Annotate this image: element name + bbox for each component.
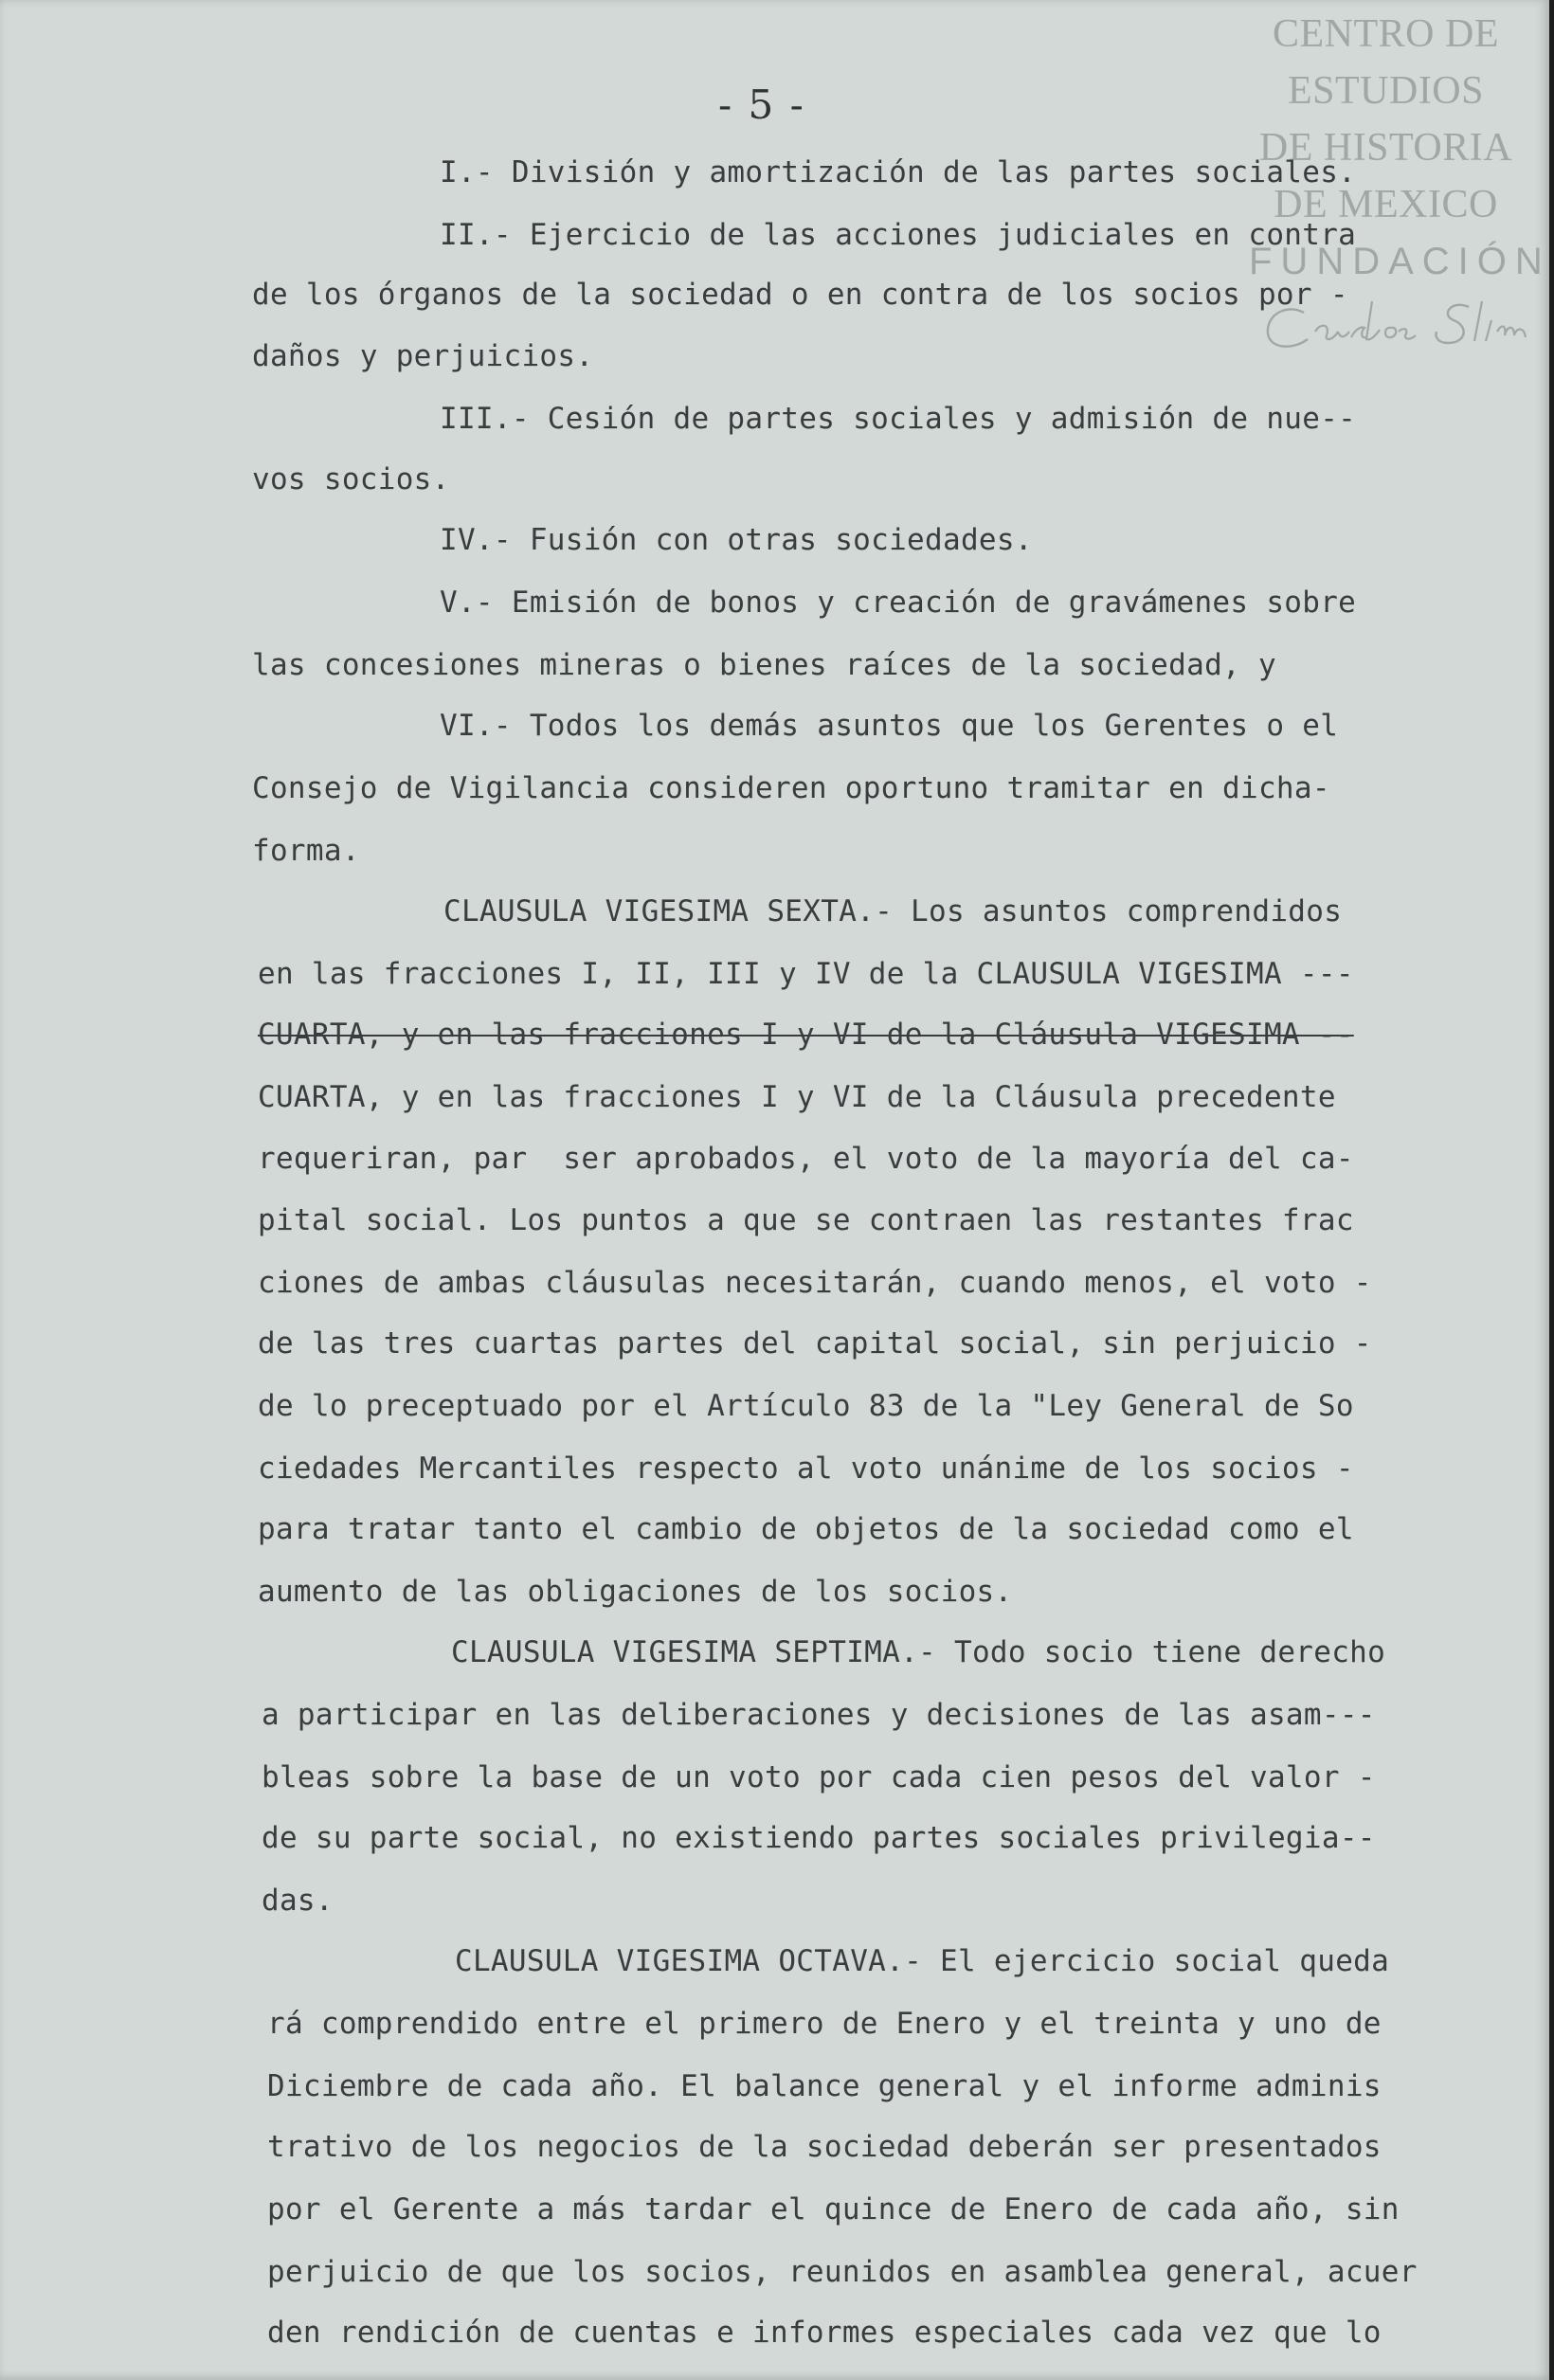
text-line-10: VI.- Todos los demás asuntos que los Gerentes o el [440,709,1339,743]
page-number: - 5 - [718,81,805,128]
text-line-35: perjuicio de que los socios, reunidos en asamblea general, acuer [267,2255,1418,2289]
text-line-1: I.- División y amortización de las partes sociales. [440,155,1357,189]
text-line-3: de los órganos de la sociedad o en contra de los socios por - [252,278,1348,312]
text-line-7: IV.- Fusión con otras sociedades. [440,523,1033,557]
watermark-line-2: ESTUDIOS [1287,69,1484,113]
watermark-line-5: FUNDACIÓN [1249,241,1551,282]
text-line-31: rá comprendido entre el primero de Enero y el treinta y uno de [267,2007,1382,2041]
text-line-32: Diciembre de cada año. El balance general y el informe adminis [267,2069,1382,2103]
text-line-23: para tratar tanto el cambio de objetos de la sociedad como el [258,1512,1354,1546]
text-line-9: las concesiones mineras o bienes raíces de la sociedad, y [252,648,1276,682]
text-line-5: III.- Cesión de partes sociales y admisión de nue-- [440,402,1357,436]
text-line-14: en las fracciones I, II, III y IV de la CLAUSULA VIGESIMA --- [258,957,1354,991]
text-line-22: ciedades Mercantiles respecto al voto unánime de los socios - [258,1451,1354,1486]
text-line-33: trativo de los negocios de la sociedad deberán ser presentados [267,2130,1382,2164]
text-line-36: den rendición de cuentas e informes especiales cada vez que lo [267,2316,1382,2350]
text-line-26: a participar en las deliberaciones y decisiones de las asam--- [262,1698,1376,1732]
text-line-18: pital social. Los puntos a que se contraen las restantes frac [258,1203,1354,1237]
text-line-19: ciones de ambas cláusulas necesitarán, cuando menos, el voto - [258,1266,1372,1300]
text-line-17: requeriran, par ser aprobados, el voto de la mayoría del ca- [258,1142,1354,1176]
text-line-30: CLAUSULA VIGESIMA OCTAVA.- El ejercicio social queda [455,1944,1390,1978]
struck-text-line: CUARTA, y en las fracciones I y VI de la Cláusula VIGESIMA -- [258,1018,1354,1052]
text-line-4: daños y perjuicios. [252,339,594,373]
text-line-12: forma. [252,834,360,868]
text-line-6: vos socios. [252,462,450,496]
text-line-21: de lo preceptuado por el Artículo 83 de la "Ley General de So [258,1389,1354,1423]
text-line-29: das. [262,1884,334,1918]
text-line-13: CLAUSULA VIGESIMA SEXTA.- Los asuntos comprendidos [443,894,1343,929]
text-line-34: por el Gerente a más tardar el quince de Enero de cada año, sin [267,2192,1400,2227]
watermark-line-4: DE MEXICO [1274,183,1498,226]
text-line-11: Consejo de Vigilancia consideren oportuno tramitar en dicha- [252,771,1330,805]
text-line-24: aumento de las obligaciones de los socios. [258,1575,1013,1609]
text-line-2: II.- Ejercicio de las acciones judiciales en contra [440,218,1357,252]
text-line-28: de su parte social, no existiendo partes sociales privilegia-- [262,1821,1376,1855]
watermark-line-3: DE HISTORIA [1258,126,1513,170]
text-line-27: bleas sobre la base de un voto por cada cien pesos del valor - [262,1760,1376,1794]
text-line-25: CLAUSULA VIGESIMA SEPTIMA.- Todo socio tiene derecho [451,1635,1386,1669]
text-line-16: CUARTA, y en las fracciones I y VI de la Cláusula precedente [258,1080,1336,1114]
watermark-line-1: CENTRO DE [1273,12,1499,56]
text-line-8: V.- Emisión de bonos y creación de gravámenes sobre [440,586,1357,620]
text-line-20: de las tres cuartas partes del capital social, sin perjuicio - [258,1326,1372,1361]
